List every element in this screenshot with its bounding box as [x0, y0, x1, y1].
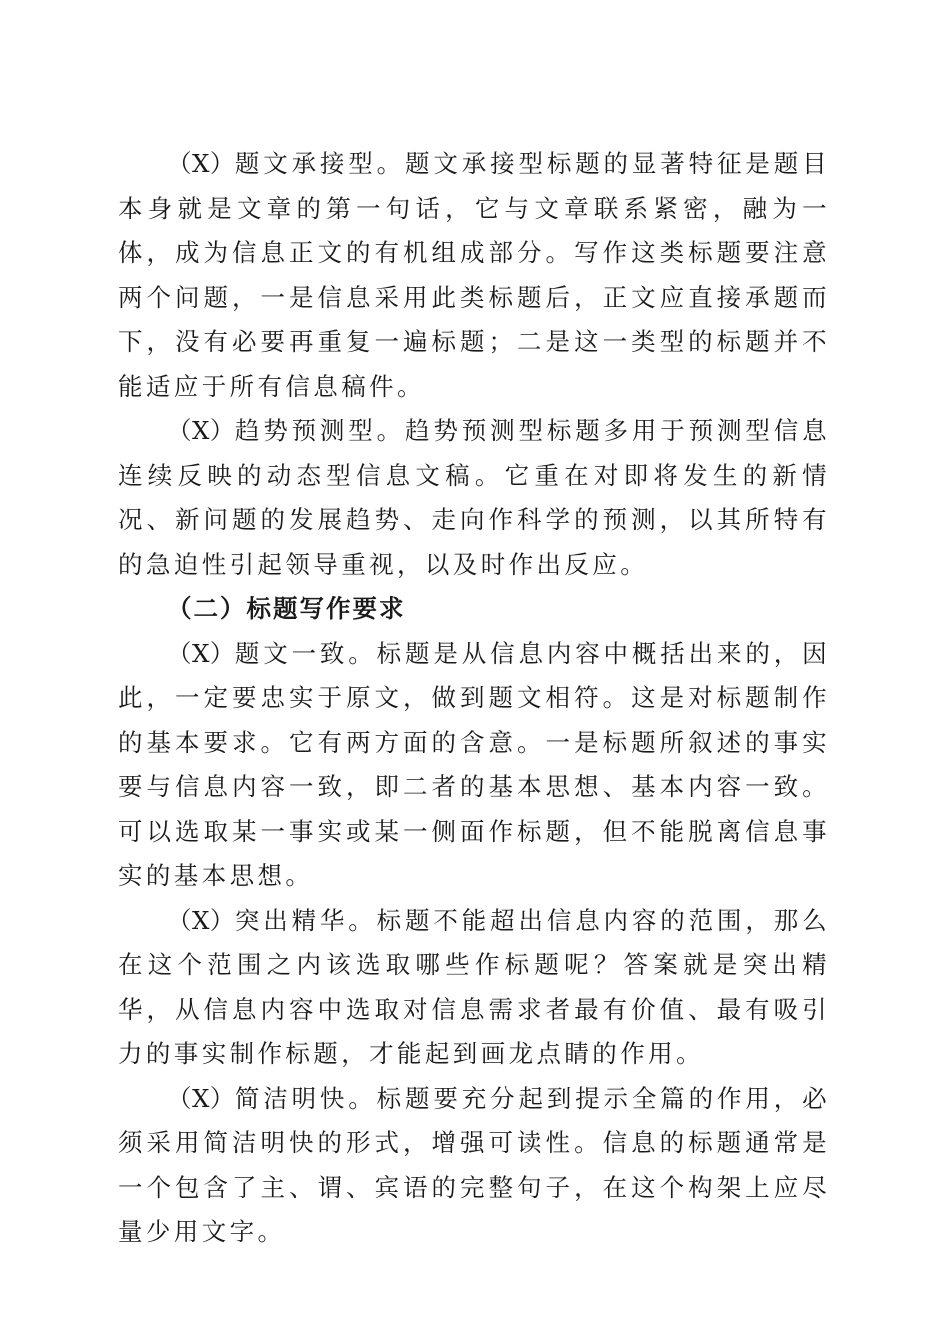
paragraph-text: 趋势预测型。趋势预测型标题多用于预测型信息连续反映的动态型信息文稿。它重在对即将发生的新情况、新问题的发展趋势、走向作科学的预测，以其所特有的急迫性引起领导重视，以及时作出反应。 — [118, 416, 830, 579]
paragraph-text: 题文一致。标题是从信息内容中概括出来的，因此，一定要忠实于原文，做到题文相符。这是对标题制作的基本要求。它有两方面的含意。一是标题所叙述的事实要与信息内容一致，即二者的基本思想、基本内容一致。可以选取某一事实或某一侧面作标题，但不能脱离信息事实的基本思想。 — [118, 638, 830, 890]
paragraph-marker: （X） — [167, 1083, 235, 1113]
paragraph-marker: （X） — [167, 149, 235, 178]
paragraph-text: 题文承接型。题文承接型标题的显著特征是题目本身就是文章的第一句话，它与文章联系紧密，融为一体，成为信息正文的有机组成部分。写作这类标题要注意两个问题，一是信息采用此类标题后，正文应直接承题而下，没有必要再重复一遍标题；二是这一类型的标题并不能适应于所有信息稿件。 — [118, 149, 830, 401]
paragraph-trend-forecast — [118, 409, 830, 587]
paragraph-text: 简洁明快。标题要充分起到提示全篇的作用，必须采用简洁明快的形式，增强可读性。信息的标题通常是一个包含了主、谓、宾语的完整句子，在这个构架上应尽量少用文字。 — [118, 1083, 830, 1246]
paragraph-concise-clear — [118, 1077, 830, 1255]
document-body — [118, 142, 830, 1255]
paragraph-title-consistency — [118, 632, 830, 899]
paragraph-marker: （X） — [167, 638, 235, 668]
paragraph-marker: （X） — [167, 416, 235, 445]
section-heading: （二）标题写作要求 — [167, 594, 406, 623]
paragraph-text: 突出精华。标题不能超出信息内容的范围，那么在这个范围之内该选取哪些作标题呢？答案就是突出精华，从信息内容中选取对信息需求者最有价值、最有吸引力的事实制作标题，才能起到画龙点睛的作用。 — [118, 905, 830, 1068]
paragraph-marker: （X） — [167, 905, 235, 935]
paragraph-title-text-continuation — [118, 142, 830, 409]
paragraph-highlight-essence — [118, 899, 830, 1077]
